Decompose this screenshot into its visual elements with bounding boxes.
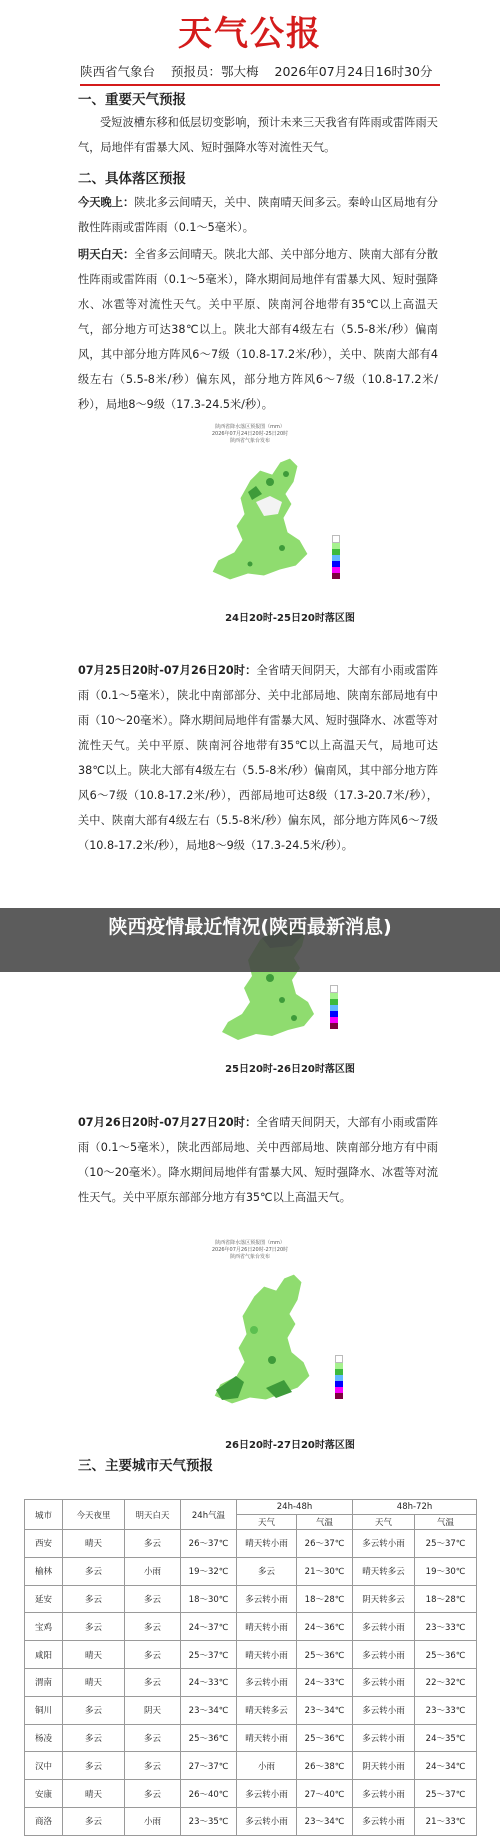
table-cell: 24～37℃	[181, 1613, 237, 1641]
table-cell: 24～33℃	[181, 1668, 237, 1696]
table-cell: 渭南	[25, 1668, 63, 1696]
table-cell: 多云	[63, 1696, 125, 1724]
issuer-forecaster: 预报员：鄂大梅	[171, 64, 259, 79]
tonight-label: 今天晚上：	[78, 196, 135, 209]
table-cell: 多云	[125, 1530, 181, 1558]
tomorrow-label: 明天白天：	[78, 248, 135, 261]
table-row	[25, 1557, 477, 1585]
table-cell: 小雨	[125, 1557, 181, 1585]
table-cell: 18～28℃	[415, 1585, 477, 1613]
header-city: 城市	[25, 1500, 63, 1530]
table-cell: 23～33℃	[415, 1696, 477, 1724]
table-cell: 25～37℃	[415, 1780, 477, 1808]
table-cell: 多云转小雨	[353, 1780, 415, 1808]
table-cell: 晴天转小雨	[237, 1530, 297, 1558]
table-cell: 多云	[63, 1807, 125, 1835]
table-cell: 23～34℃	[181, 1696, 237, 1724]
table-cell: 25～36℃	[181, 1724, 237, 1752]
header-tonight: 今天夜里	[63, 1500, 125, 1530]
table-row	[25, 1641, 477, 1669]
overlay-title: 陕西疫情最近情况(陕西最新消息)	[108, 916, 392, 938]
table-cell: 多云转小雨	[353, 1696, 415, 1724]
map-2-legend	[330, 985, 338, 1029]
table-cell: 多云转小雨	[237, 1807, 297, 1835]
table-cell: 26～40℃	[181, 1780, 237, 1808]
section-2-heading: 二、具体落区预报	[78, 171, 186, 187]
table-cell: 宝鸡	[25, 1613, 63, 1641]
table-cell: 阴天	[125, 1696, 181, 1724]
table-cell: 铜川	[25, 1696, 63, 1724]
table-cell: 19～32℃	[181, 1557, 237, 1585]
table-cell: 延安	[25, 1585, 63, 1613]
section-1-text: 受短波槽东移和低层切变影响，预计未来三天我省有阵雨或雷阵雨天气，局地伴有雷暴大风、短时强降水等对流性天气。	[78, 116, 438, 154]
issuer-time: 2026年07月24日16时30分	[274, 64, 433, 79]
header-weather-72: 天气	[353, 1515, 415, 1530]
map-3-header	[185, 1240, 315, 1261]
table-row	[25, 1807, 477, 1835]
table-cell: 多云	[125, 1641, 181, 1669]
table-row	[25, 1724, 477, 1752]
table-cell: 晴天	[63, 1530, 125, 1558]
map-3-header-title: 陕西省降水落区预报图（mm）	[215, 1240, 285, 1246]
issuer-line	[80, 62, 440, 86]
header-temp-72: 气温	[415, 1515, 477, 1530]
table-cell: 多云	[125, 1668, 181, 1696]
table-cell: 25～37℃	[415, 1530, 477, 1558]
table-row	[25, 1613, 477, 1641]
table-cell: 多云转小雨	[353, 1613, 415, 1641]
table-row	[25, 1696, 477, 1724]
table-cell: 27～40℃	[297, 1780, 353, 1808]
table-cell: 西安	[25, 1530, 63, 1558]
table-cell: 26～37℃	[181, 1530, 237, 1558]
period-3-label: 07月25日20时-07月26日20时：	[78, 664, 257, 677]
rain-cell	[268, 1356, 276, 1364]
table-cell: 多云	[125, 1780, 181, 1808]
tonight-text: 陕北多云间晴天，关中、陕南晴天间多云。秦岭山区局地有分散性阵雨或雷阵雨（0.1～5毫米）。	[78, 196, 438, 234]
table-cell: 晴天	[63, 1780, 125, 1808]
map-3-header-period: 2026年07月26日20时-27日20时	[211, 1247, 289, 1253]
map-1-header-issuer: 陕西省气象台发布	[229, 438, 270, 444]
header-tomorrow: 明天白天	[125, 1500, 181, 1530]
table-cell: 多云	[125, 1585, 181, 1613]
table-cell: 多云	[63, 1613, 125, 1641]
bulletin-title: 天气公报	[178, 14, 322, 54]
table-cell: 25～36℃	[415, 1641, 477, 1669]
table-cell: 阴天转小雨	[353, 1752, 415, 1780]
table-cell: 晴天转多云	[353, 1557, 415, 1585]
table-cell: 安康	[25, 1780, 63, 1808]
map-1-header-period: 2026年07月24日20时-25日20时	[211, 431, 289, 437]
table-cell: 晴天转多云	[237, 1696, 297, 1724]
section-3-heading: 三、主要城市天气预报	[78, 1458, 213, 1474]
period-3-paragraph	[78, 658, 438, 858]
table-cell: 25～36℃	[297, 1724, 353, 1752]
table-cell: 商洛	[25, 1807, 63, 1835]
map-1-caption: 24日20时-25日20时落区图	[225, 613, 355, 624]
map-1-header-title: 陕西省降水落区预报图（mm）	[215, 424, 285, 430]
table-cell: 27～37℃	[181, 1752, 237, 1780]
table-cell: 24～34℃	[415, 1752, 477, 1780]
period-4-paragraph	[78, 1110, 438, 1210]
table-cell: 多云转小雨	[353, 1530, 415, 1558]
tomorrow-paragraph	[78, 242, 438, 417]
table-cell: 19～30℃	[415, 1557, 477, 1585]
table-cell: 24～33℃	[297, 1668, 353, 1696]
table-cell: 23～35℃	[181, 1807, 237, 1835]
map-3-legend	[335, 1355, 343, 1399]
table-row	[25, 1752, 477, 1780]
table-cell: 阴天转多云	[353, 1585, 415, 1613]
table-cell: 汉中	[25, 1752, 63, 1780]
map-2-caption: 25日20时-26日20时落区图	[225, 1064, 355, 1075]
table-cell: 多云转小雨	[237, 1668, 297, 1696]
table-cell: 晴天	[63, 1668, 125, 1696]
table-cell: 26～38℃	[297, 1752, 353, 1780]
map-1-header	[185, 424, 315, 445]
table-cell: 多云	[63, 1557, 125, 1585]
table-cell: 多云转小雨	[353, 1724, 415, 1752]
table-row	[25, 1780, 477, 1808]
table-cell: 23～33℃	[415, 1613, 477, 1641]
map-3-header-issuer: 陕西省气象台发布	[229, 1254, 270, 1260]
header-48-72: 48h-72h	[353, 1500, 477, 1515]
table-cell: 23～34℃	[297, 1807, 353, 1835]
table-cell: 24～35℃	[415, 1724, 477, 1752]
header-weather-48: 天气	[237, 1515, 297, 1530]
table-cell: 多云	[125, 1752, 181, 1780]
section-1-heading: 一、重要天气预报	[78, 92, 186, 108]
table-cell: 杨凌	[25, 1724, 63, 1752]
table-cell: 多云	[125, 1613, 181, 1641]
table-cell: 多云转小雨	[237, 1585, 297, 1613]
period-4-text: 全省晴天间阴天，大部有小雨或雷阵雨（0.1～5毫米），陕北西部局地、关中西部局地、陕南部分地方有中雨（10～20毫米）。降水期间局地伴有雷暴大风、短时强降水、冰雹等对流性天气。关中平原东部部分地方有35℃以上高温天气。	[78, 1116, 438, 1204]
table-cell: 21～30℃	[297, 1557, 353, 1585]
rain-cell	[266, 478, 274, 486]
period-4-label: 07月26日20时-07月27日20时：	[78, 1116, 257, 1129]
city-rows	[25, 1530, 477, 1836]
header-24-48: 24h-48h	[237, 1500, 353, 1515]
rain-cell	[279, 545, 285, 551]
rain-cell	[291, 1015, 297, 1021]
map-1-legend	[332, 535, 340, 579]
table-cell: 多云	[125, 1724, 181, 1752]
header-temp24: 24h气温	[181, 1500, 237, 1530]
table-cell: 小雨	[237, 1752, 297, 1780]
table-cell: 26～37℃	[297, 1530, 353, 1558]
issuer-agency: 陕西省气象台	[80, 64, 156, 79]
table-row	[25, 1668, 477, 1696]
precipitation-map-1	[190, 452, 350, 592]
city-forecast-table	[24, 1499, 477, 1836]
table-cell: 多云转小雨	[353, 1668, 415, 1696]
rain-cell	[250, 1326, 258, 1334]
shaanxi-region	[212, 458, 308, 580]
table-cell: 多云	[63, 1585, 125, 1613]
table-cell: 23～34℃	[297, 1696, 353, 1724]
table-cell: 多云转小雨	[353, 1641, 415, 1669]
header-temp-48: 气温	[297, 1515, 353, 1530]
table-row	[25, 1585, 477, 1613]
period-3-text: 全省晴天间阴天，大部有小雨或雷阵雨（0.1～5毫米），陕北中南部部分、关中北部局地、陕南东部局地有中雨（10～20毫米）。降水期间局地伴有雷暴大风、短时强降水、冰雹等对流性天气。关中平原、陕南河谷地带有35℃以上高温天气，局地可达38℃以上。陕北大部有4级左右（5.5-8米/秒）偏南风，其中部分地方阵风6～7级（10.8-17.2米/秒），西部局地可达8级（17.3-20.7米/秒），关中、陕南大部有4级左右（5.5-8米/秒）偏东风，部分地方阵风6～7级（10.8-17.2米/秒），局地8～9级（17.3-24.5米/秒）。	[78, 664, 438, 852]
tonight-paragraph	[78, 190, 438, 240]
table-cell: 25～36℃	[297, 1641, 353, 1669]
precipitation-map-3	[192, 1270, 352, 1418]
table-cell: 咸阳	[25, 1641, 63, 1669]
rain-cell	[266, 974, 274, 982]
table-cell: 25～37℃	[181, 1641, 237, 1669]
table-cell: 24～36℃	[297, 1613, 353, 1641]
table-cell: 21～33℃	[415, 1807, 477, 1835]
table-cell: 多云转小雨	[237, 1780, 297, 1808]
rain-cell	[283, 471, 289, 477]
table-cell: 多云	[63, 1724, 125, 1752]
table-cell: 晴天转小雨	[237, 1613, 297, 1641]
rain-cell	[248, 562, 253, 567]
rain-cell	[279, 997, 285, 1003]
tomorrow-text: 全省多云间晴天。陕北大部、关中部分地方、陕南大部有分散性阵雨或雷阵雨（0.1～5毫米），降水期间局地伴有雷暴大风、短时强降水、冰雹等对流性天气。关中平原、陕南河谷地带有35℃以上高温天气，部分地方可达38℃以上。陕北大部有4级左右（5.5-8米/秒）偏南风，其中部分地方阵风6～7级（10.8-17.2米/秒），关中、陕南大部有4级左右（5.5-8米/秒）偏东风，部分地方阵风6～7级（10.8-17.2米/秒），局地8～9级（17.3-24.5米/秒）。	[78, 248, 438, 411]
table-cell: 22～32℃	[415, 1668, 477, 1696]
table-cell: 晴天转小雨	[237, 1641, 297, 1669]
table-cell: 榆林	[25, 1557, 63, 1585]
table-cell: 多云	[63, 1752, 125, 1780]
table-cell: 晴天	[63, 1641, 125, 1669]
table-cell: 18～28℃	[297, 1585, 353, 1613]
table-cell: 多云	[237, 1557, 297, 1585]
map-3-caption: 26日20时-27日20时落区图	[225, 1440, 355, 1451]
table-cell: 多云转小雨	[353, 1807, 415, 1835]
table-cell: 晴天转小雨	[237, 1724, 297, 1752]
table-cell: 小雨	[125, 1807, 181, 1835]
table-row	[25, 1530, 477, 1558]
table-cell: 18～30℃	[181, 1585, 237, 1613]
